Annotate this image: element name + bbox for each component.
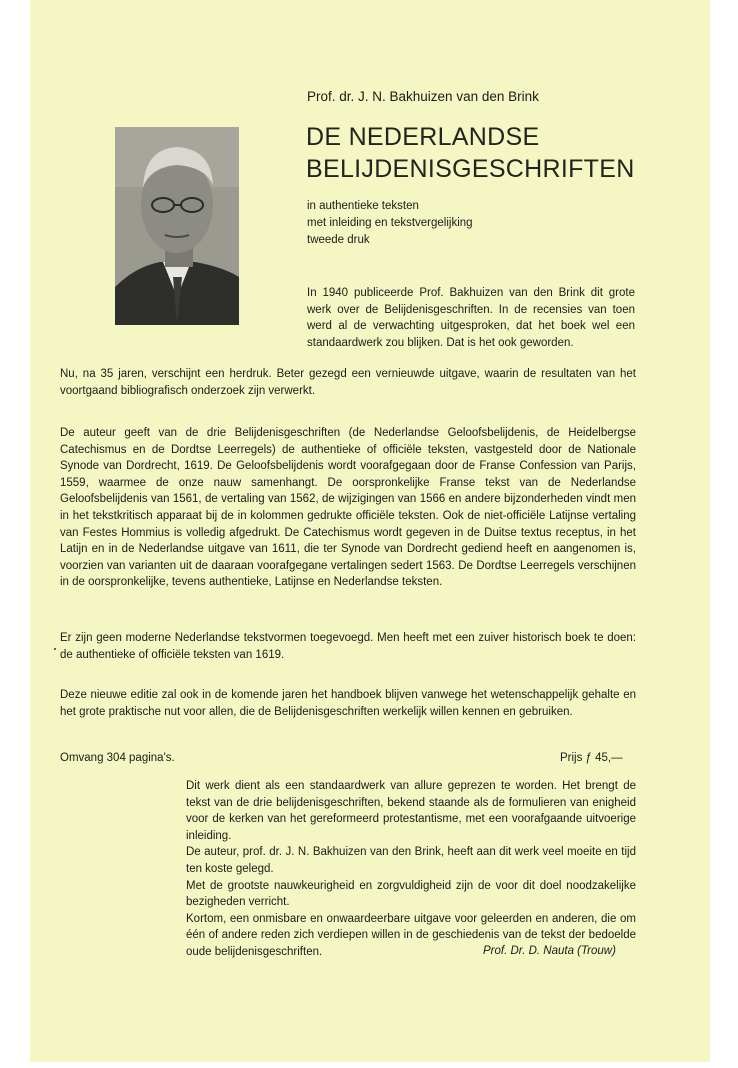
subtitle-line-3: tweede druk: [307, 234, 370, 246]
review-paragraph: Met de grootste nauwkeurigheid en zorgvuldigheid zijn de voor dit doel noodzakelijke bezigheden verricht.: [186, 879, 636, 909]
author-portrait: [115, 127, 239, 325]
review-quote: [186, 778, 636, 961]
book-title-line-2: BELIJDENISGESCHRIFTEN: [306, 155, 635, 183]
review-paragraph: De auteur, prof. dr. J. N. Bakhuizen van den Brink, heeft aan dit werk veel moeite en tijd ten koste gelegd.: [186, 846, 636, 875]
reviewer-attribution: Prof. Dr. D. Nauta (Trouw): [483, 945, 616, 957]
margin-dot: [54, 648, 56, 650]
price: Prijs ƒ 45,—: [560, 752, 623, 764]
review-paragraph: Dit werk dient als een standaardwerk van allure geprezen te worden. Het brengt de tekst van de drie belijdenisgeschriften, bekend staande als de formulieren van enigheid voor de kerken van het gereformeerd protestantisme, met een voorafgaande uitvoerige inleiding.: [186, 780, 636, 842]
body-paragraph: Deze nieuwe editie zal ook in de komende jaren het handboek blijven vanwege het wetenschappelijk gehalte en het grote praktische nut voor allen, die de Belijdenisgeschriften werkelijk willen kennen en gebruiken.: [60, 689, 636, 718]
body-paragraph: De auteur geeft van de drie Belijdenisgeschriften (de Nederlandse Geloofsbelijdenis, de Heidelbergse Catechismus en de Dordtse Leerregels) de authentieke of officiële teksten, vastgesteld door de Nationale Synode van Dordrecht, 1619. De Geloofsbelijdenis wordt voorafgegaan door de Franse Confession van Parijs, 1559, waarmee de onze nauw samenhangt. De oorspronkelijke Franse tekst van de Nederlandse Geloofsbelijdenis van 1561, de vertaling van 1562, de wijzigingen van 1566 en andere bijzonderheden vindt men in het tekstkritisch apparaat bij de in kolommen gedrukte officiële teksten. Ook de niet-officiële Latijnse vertaling van Festes Hommius is volledig afgedrukt. De Catechismus wordt gegeven in de Duitse textus receptus, in het Latijn en in de Nederlandse uitgave van 1611, die ter Synode van Dordrecht gediend heeft en aangenomen is, voorzien van varianten uit de daaraan voorafgegane vertalingen sedert 1563. De Dordtse Leerregels verschijnen in de oorspronkelijke, tevens authentieke, Latijnse en Nederlandse teksten.: [60, 427, 636, 589]
book-title: [306, 121, 635, 185]
body-paragraph: Er zijn geen moderne Nederlandse tekstvormen toegevoegd. Men heeft met een zuiver historisch boek te doen: de authentieke of officiële teksten van 1619.: [60, 632, 636, 661]
author-name: Prof. dr. J. N. Bakhuizen van den Brink: [307, 89, 539, 104]
book-title-line-1: DE NEDERLANDSE: [306, 123, 540, 151]
body-paragraph: Nu, na 35 jaren, verschijnt een herdruk. Beter gezegd een vernieuwde uitgave, waarin de resultaten van het voortgaand bibliografisch onderzoek zijn verwerkt.: [60, 368, 636, 397]
subtitle-line-2: met inleiding en tekstvergelijking: [307, 217, 473, 229]
page-count: Omvang 304 pagina's.: [60, 752, 175, 764]
subtitle-line-1: in authentieke teksten: [307, 200, 419, 212]
review-paragraph: Kortom, een onmisbare en onwaardeerbare uitgave voor geleerden en anderen, die om één of andere reden zich verdiepen willen in de geschiedenis van de tekst der bedoelde oude belijdenisgeschriften.: [186, 912, 636, 958]
book-subtitle: [307, 198, 473, 249]
intro-paragraph: In 1940 publiceerde Prof. Bakhuizen van den Brink dit grote werk over de Belijdenisgeschriften. In de recensies van toen werd al de verwachting uitgesproken, dat het boek wel een standaardwerk zou blijken. Dat is het ook geworden.: [307, 287, 635, 349]
